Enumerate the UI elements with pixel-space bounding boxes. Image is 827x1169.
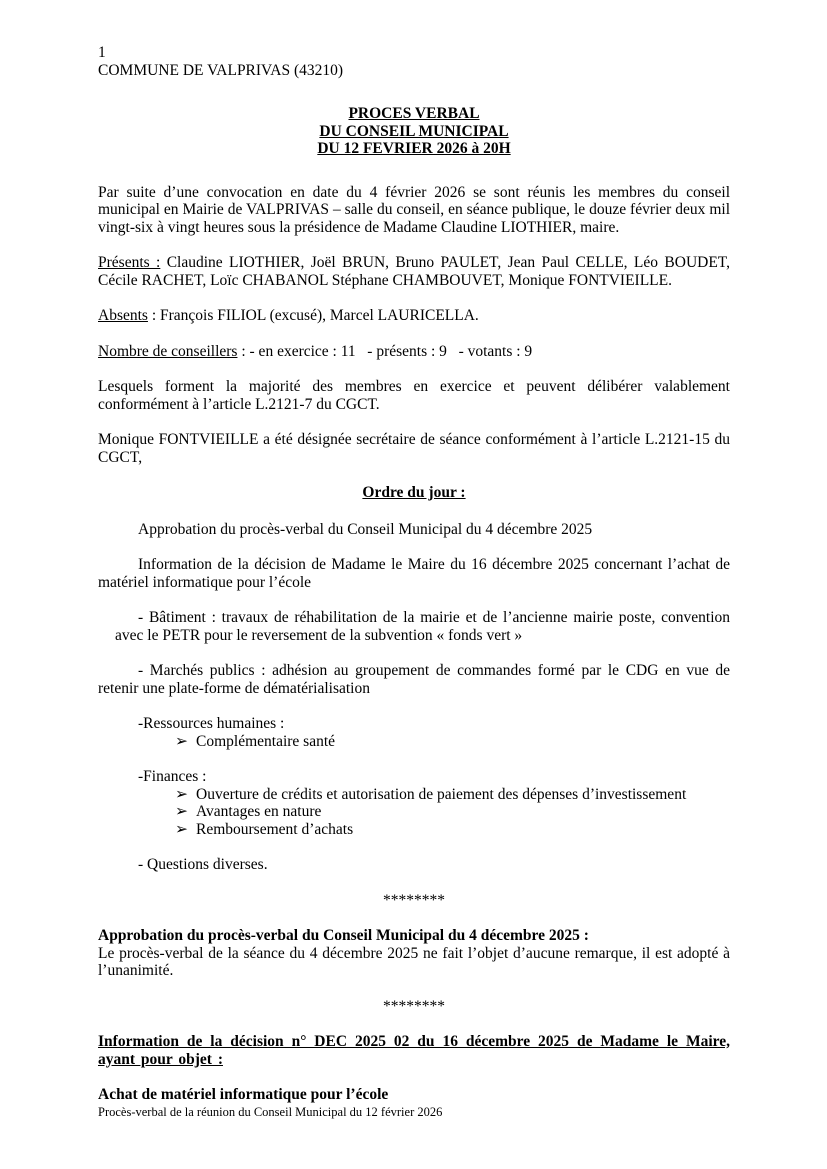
agenda-subitem-complementaire bbox=[98, 733, 730, 751]
agenda-subitem-avantages bbox=[98, 803, 730, 821]
commune-header: COMMUNE DE VALPRIVAS (43210) bbox=[98, 61, 344, 79]
agenda-item-batiment: - Bâtiment : travaux de réhabilitation de la mairie et de l’ancienne mairie poste, convention avec le PETR pour le reversement de la subvention « fonds vert » bbox=[115, 609, 730, 644]
arrow-bullet-icon: ➢ bbox=[175, 732, 188, 750]
absents-names: : François FILIOL (excusé), Marcel LAURICELLA. bbox=[147, 307, 479, 324]
asterisk-separator: ******** bbox=[383, 997, 445, 1015]
presents-paragraph bbox=[98, 254, 730, 289]
agenda-item-questions-diverses: - Questions diverses. bbox=[138, 856, 268, 873]
page-footer: Procès-verbal de la réunion du Conseil Municipal du 12 février 2026 bbox=[98, 1104, 443, 1119]
ordre-du-jour-heading bbox=[98, 484, 730, 502]
title-line-3: DU 12 FEVRIER 2026 à 20H bbox=[317, 140, 511, 157]
majorite-paragraph: Lesquels forment la majorité des membres en exercice et peuvent délibérer valablement conformément à l’article L.2121-7 du CGCT. bbox=[98, 378, 730, 413]
approbation-heading: Approbation du procès-verbal du Conseil Municipal du 4 décembre 2025 : bbox=[98, 927, 589, 944]
agenda-item-finances: -Finances : bbox=[138, 768, 207, 785]
approbation-body: Le procès-verbal de la séance du 4 décembre 2025 ne fait l’objet d’aucune remarque, il est adopté à l’unanimité. bbox=[98, 944, 730, 979]
asterisk-separator: ******** bbox=[383, 891, 445, 909]
absents-label: Absents bbox=[98, 307, 148, 324]
conseillers-presents: - présents : 9 bbox=[367, 342, 447, 360]
arrow-bullet-icon: ➢ bbox=[175, 785, 188, 803]
conseillers-votants: - votants : 9 bbox=[458, 342, 533, 360]
agenda-item-marches-publics: - Marchés publics : adhésion au groupement de commandes formé par le CDG en vue de retenir une plate-forme de dématérialisation bbox=[98, 662, 730, 697]
decision-heading: Information de la décision n° DEC 2025 02 du 16 décembre 2025 de Madame le Maire, ayant pour objet : bbox=[98, 1033, 730, 1068]
secretaire-paragraph: Monique FONTVIEILLE a été désignée secrétaire de séance conformément à l’article L.2121-15 du CGCT, bbox=[98, 431, 730, 466]
decision-subject: Achat de matériel informatique pour l’école bbox=[98, 1086, 389, 1103]
agenda-subitem-text: Ouverture de crédits et autorisation de paiement des dépenses d’investissement bbox=[196, 785, 687, 803]
convocation-paragraph: Par suite d’une convocation en date du 4 février 2026 se sont réunis les membres du conseil municipal en Mairie de VALPRIVAS – salle du conseil, en séance publique, le douze février deux mil vingt-six à vingt heures sous la présidence de Madame Claudine LIOTHIER, maire. bbox=[98, 183, 730, 236]
agenda-subitem-ouverture-credits bbox=[98, 786, 730, 804]
document-title bbox=[98, 105, 730, 158]
agenda-subitem-text: Complémentaire santé bbox=[196, 732, 336, 750]
arrow-bullet-icon: ➢ bbox=[175, 803, 188, 820]
agenda-subitem-text: Remboursement d’achats bbox=[196, 820, 354, 838]
conseillers-en-exercice: : - en exercice : 11 bbox=[237, 342, 356, 360]
agenda-item-ressources-humaines: -Ressources humaines : bbox=[138, 715, 285, 732]
agenda-subitem-remboursement bbox=[98, 821, 730, 839]
page-number: 1 bbox=[98, 44, 106, 61]
conseillers-label: Nombre de conseillers bbox=[98, 342, 238, 360]
ordre-du-jour-heading-text: Ordre du jour : bbox=[362, 484, 466, 501]
conseillers-paragraph bbox=[98, 343, 730, 361]
presents-label: Présents : bbox=[98, 254, 161, 271]
agenda-item-information: Information de la décision de Madame le Maire du 16 décembre 2025 concernant l’achat de matériel informatique pour l’école bbox=[98, 556, 730, 591]
arrow-bullet-icon: ➢ bbox=[175, 820, 188, 838]
title-line-1: PROCES VERBAL bbox=[348, 105, 480, 122]
agenda-subitem-text: Avantages en nature bbox=[196, 803, 322, 820]
presents-names: Claudine LIOTHIER, Joël BRUN, Bruno PAULET, Jean Paul CELLE, Léo BOUDET, Cécile RACHET, Loïc CHABANOL Stéphane CHAMBOUVET, Monique FONTVIEILLE. bbox=[98, 254, 730, 289]
agenda-item-approbation: Approbation du procès-verbal du Conseil Municipal du 4 décembre 2025 bbox=[138, 520, 593, 538]
absents-paragraph bbox=[98, 307, 730, 325]
title-line-2: DU CONSEIL MUNICIPAL bbox=[319, 122, 509, 140]
